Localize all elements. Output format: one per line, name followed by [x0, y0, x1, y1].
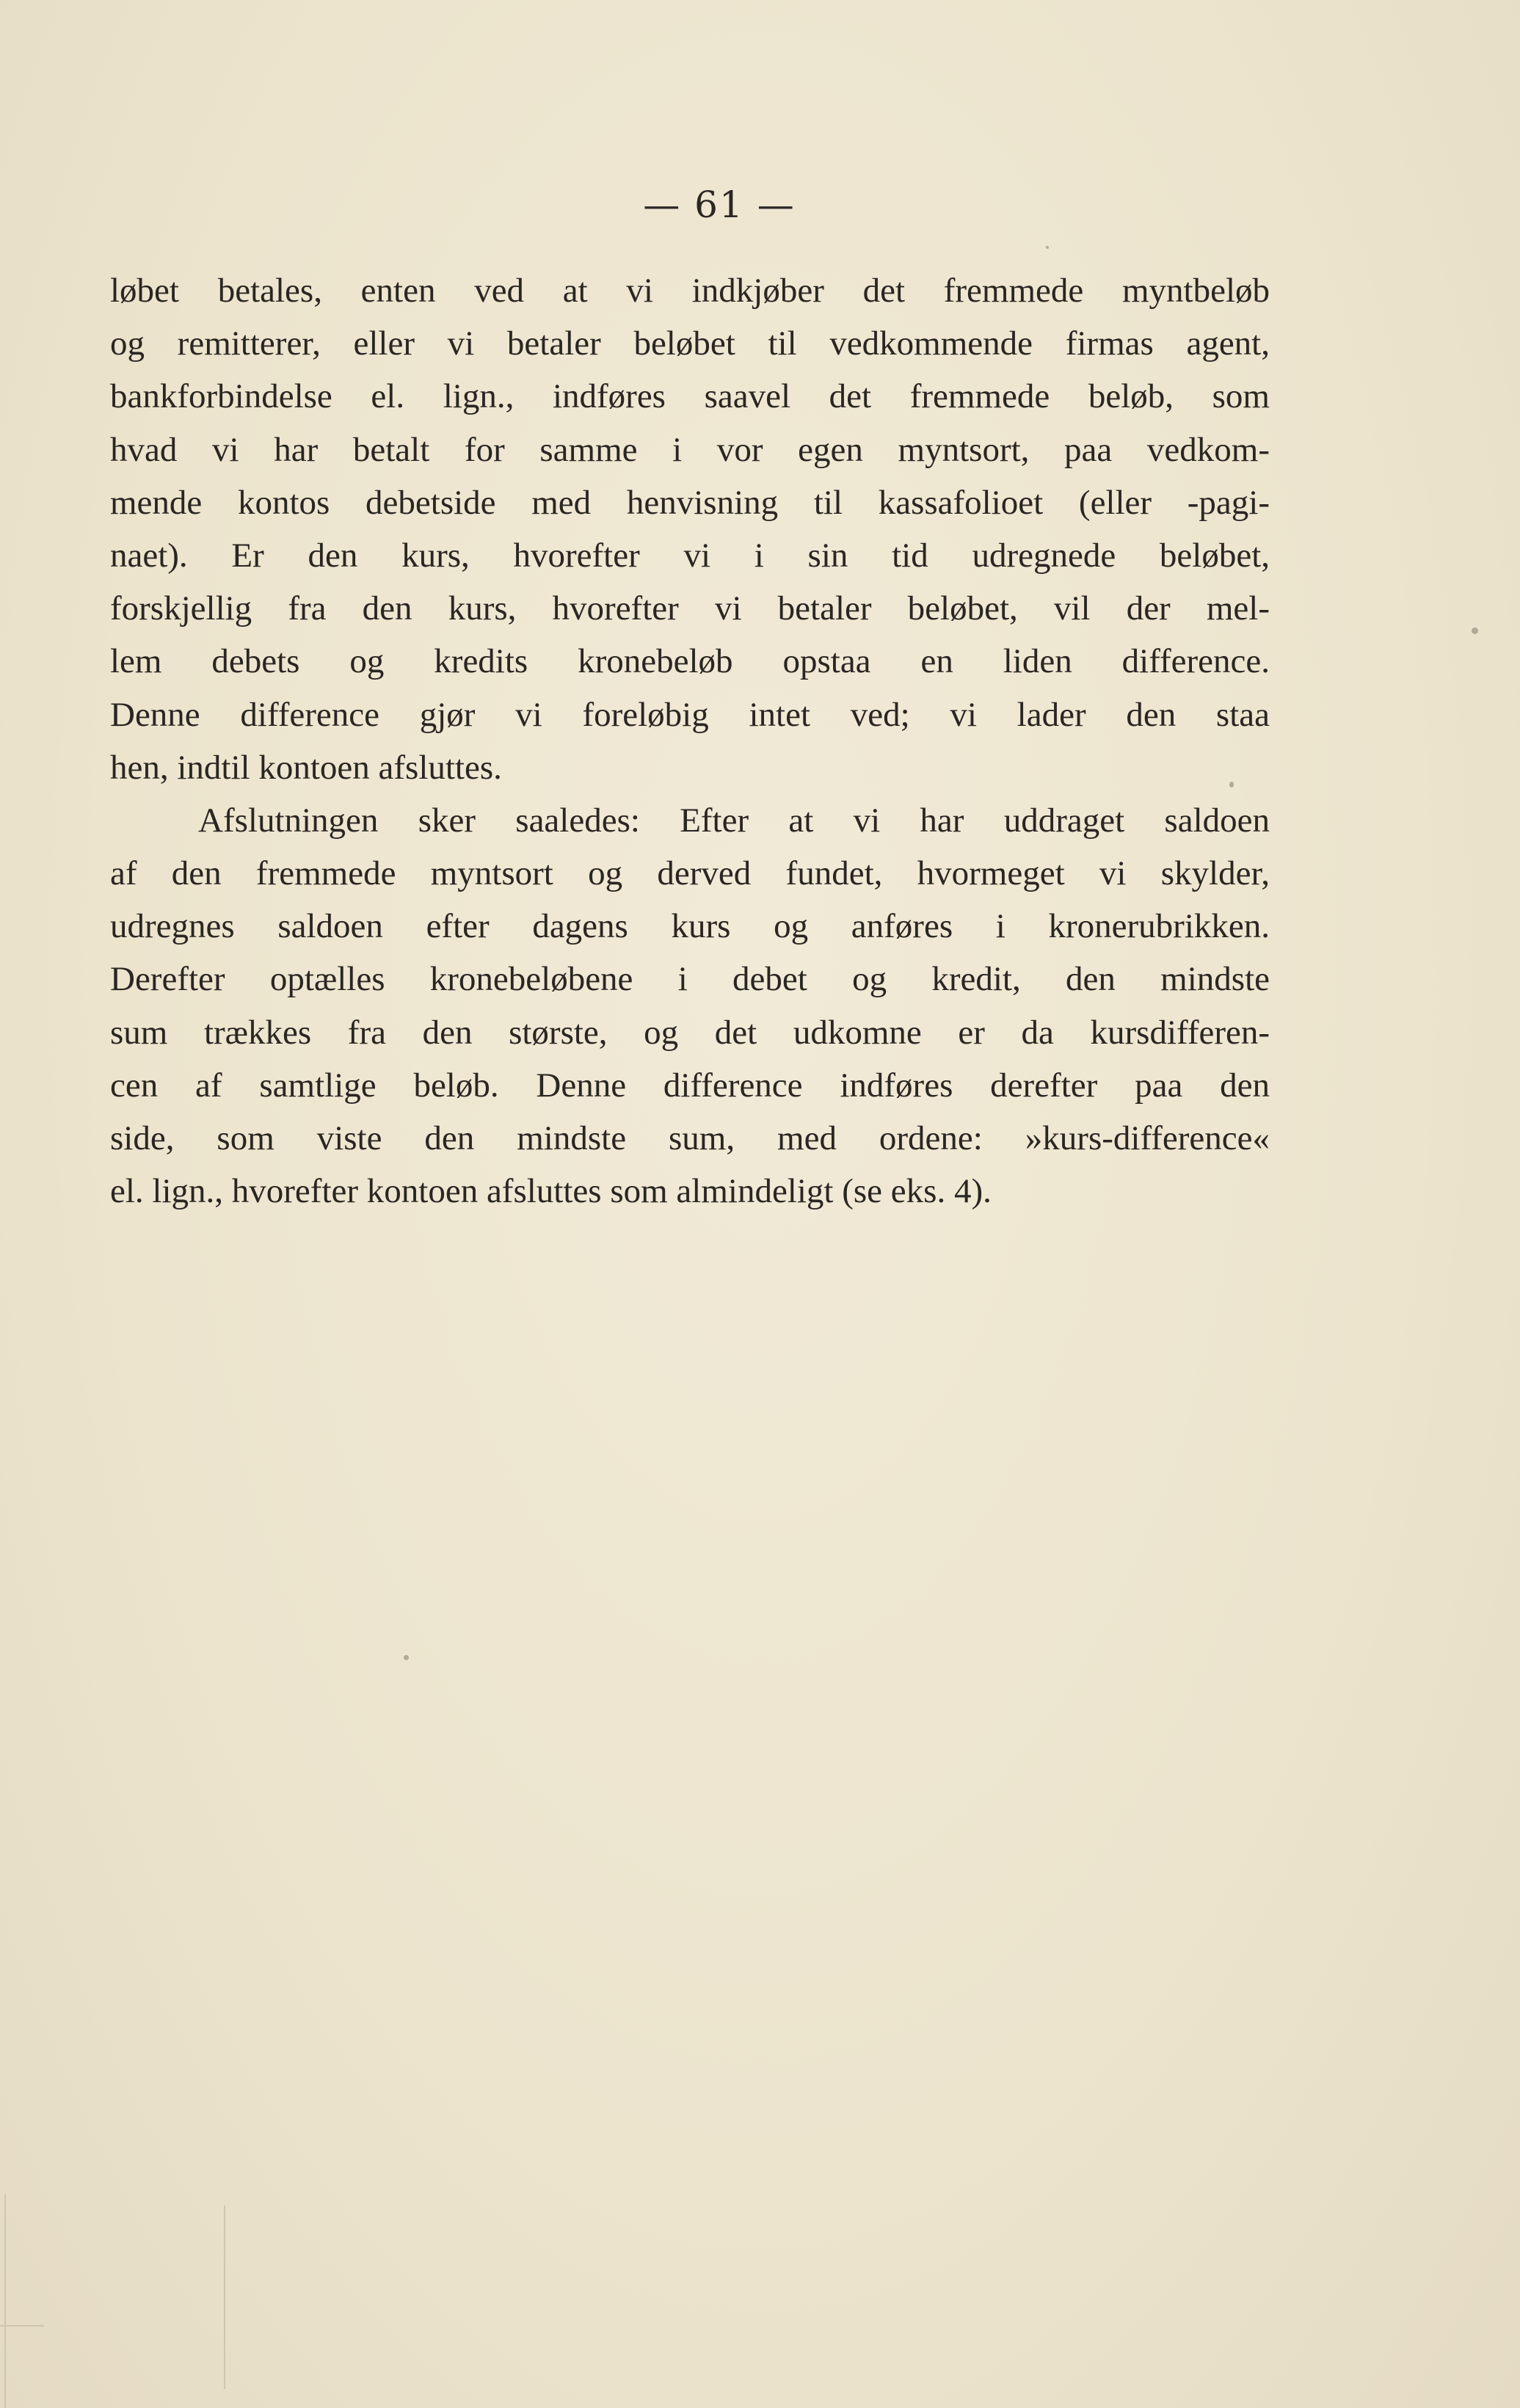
text-line: bankforbindelse el. lign., indføres saavel det fremmede beløb, som — [110, 377, 1270, 416]
text-line: Denne difference gjør vi foreløbig intet ved; vi lader den staa — [110, 695, 1270, 734]
text-line: lem debets og kredits kronebeløb opstaa en liden difference. — [110, 642, 1270, 681]
text-line: Derefter optælles kronebeløbene i debet og kredit, den mindste — [110, 960, 1270, 999]
text-line: løbet betales, enten ved at vi indkjøber det fremmede myntbeløb — [110, 272, 1270, 310]
text-line: cen af samtlige beløb. Denne difference indføres derefter paa den — [110, 1066, 1270, 1105]
text-line: side, som viste den mindste sum, med ordene: »kurs-difference« — [110, 1119, 1270, 1157]
binding-marks — [0, 2194, 235, 2408]
paper-speck — [1046, 246, 1049, 249]
text-line: Afslutningen sker saaledes: Efter at vi har uddraget saldoen — [198, 801, 1270, 840]
text-line: forskjellig fra den kurs, hvorefter vi betaler beløbet, vil der mel- — [110, 589, 1270, 628]
text-line: og remitterer, eller vi betaler beløbet til vedkommende firmas agent, — [110, 324, 1270, 363]
text-line: sum trækkes fra den største, og det udkomne er da kursdifferen- — [110, 1013, 1270, 1052]
text-line: el. lign., hvorefter kontoen afsluttes som almindeligt (se eks. 4). — [110, 1172, 992, 1211]
page-number: — 61 — — [643, 183, 796, 226]
text-line: naet). Er den kurs, hvorefter vi i sin tid udregnede beløbet, — [110, 536, 1270, 575]
text-line: af den fremmede myntsort og derved fundet, hvormeget vi skylder, — [110, 854, 1270, 893]
text-line: udregnes saldoen efter dagens kurs og anføres i kronerubrikken. — [110, 907, 1270, 946]
text-line: mende kontos debetside med henvisning til kassafolioet (eller -pagi- — [110, 483, 1270, 522]
paper-speck — [404, 1655, 409, 1660]
text-line: hvad vi har betalt for samme i vor egen myntsort, paa vedkom- — [110, 430, 1270, 469]
paper-speck — [1229, 782, 1234, 787]
paper-speck — [1472, 628, 1478, 634]
text-line: hen, indtil kontoen afsluttes. — [110, 748, 502, 787]
body-text — [110, 264, 1270, 1218]
